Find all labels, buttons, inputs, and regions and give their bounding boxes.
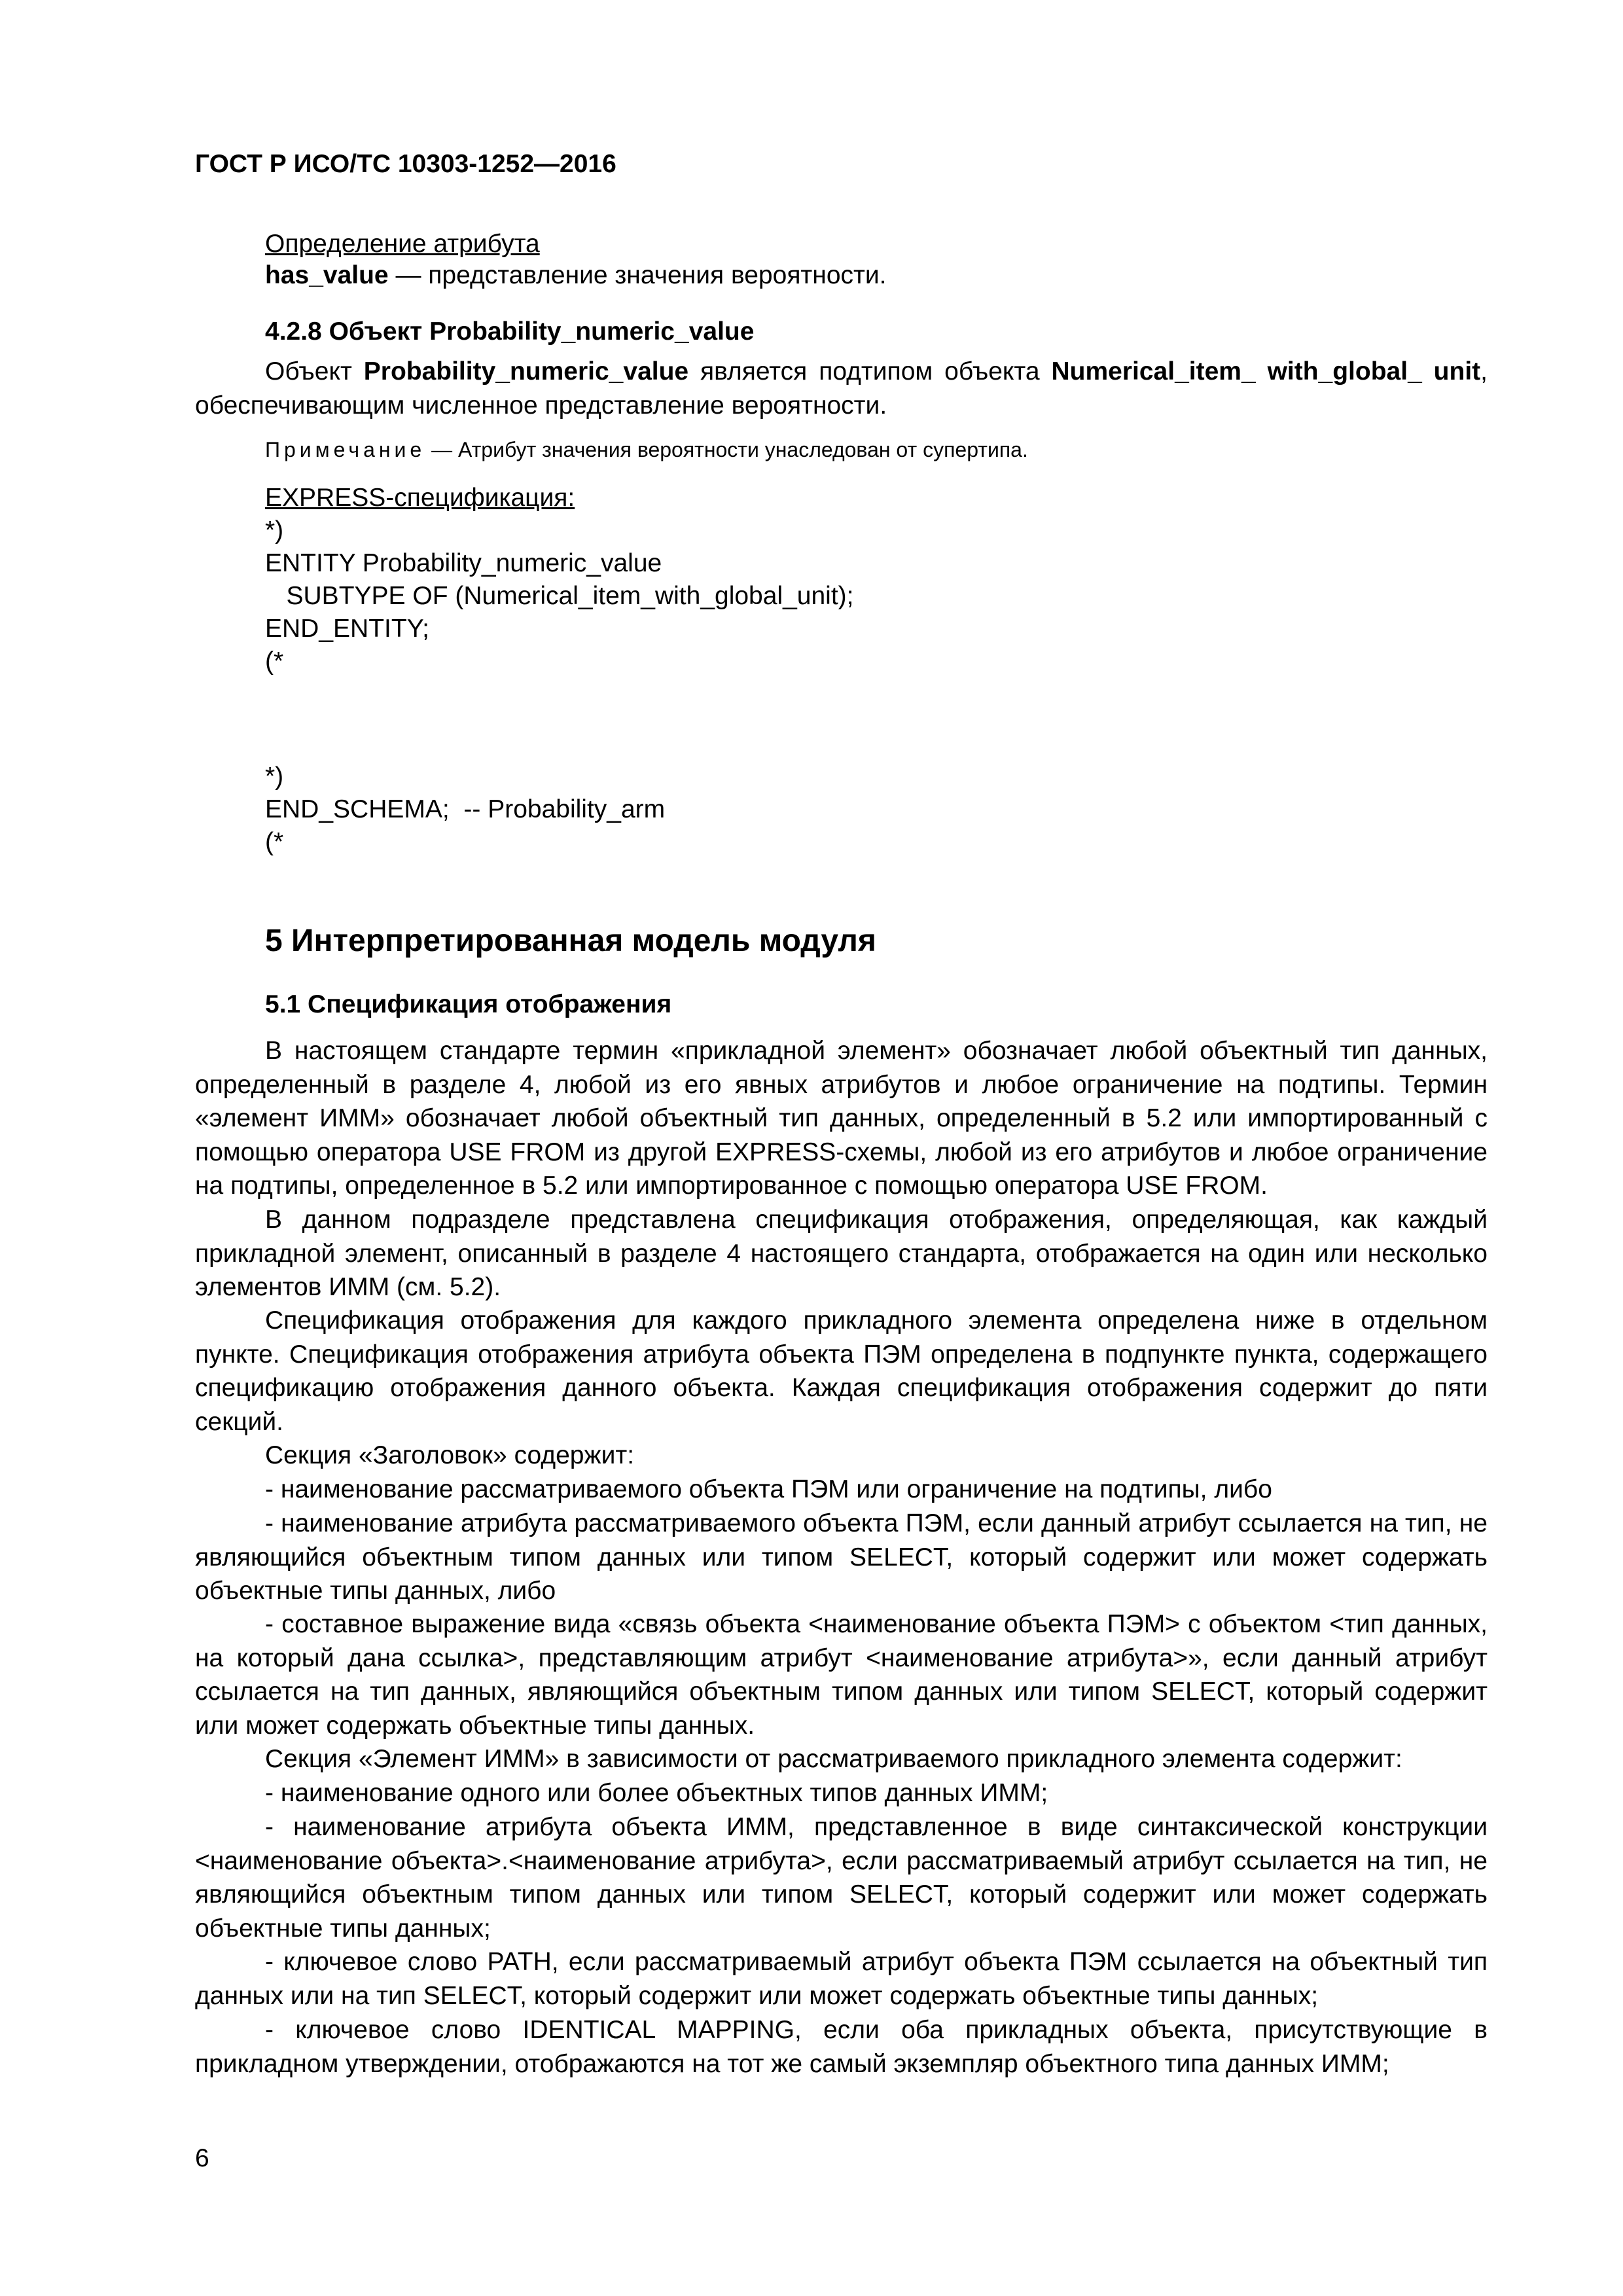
note xyxy=(265,433,1028,466)
code-line: *) xyxy=(265,516,284,545)
code-line: END_ENTITY; xyxy=(265,615,430,643)
list-item: - ключевое слово PATH, если рассматриваемый атрибут объекта ПЭМ ссылается на объектный тип данных или на тип SELECT, который содержит или может содержать объектные типы данных; xyxy=(195,1948,1488,2010)
list-item: - составное выражение вида «связь объекта <наименование объекта ПЭМ> с объектом <тип данных, на который дана ссылка>, представляющим атрибут <наименование атрибута>», если данный атрибут ссылается на тип данных, являющийся объектным типом данных или типом SELECT, который содержит или может содержать объектные типы данных. xyxy=(195,1610,1488,1740)
attribute-definition-heading: Определение атрибута xyxy=(265,230,540,258)
list-item: - наименование одного или более объектных типов данных ИММ; xyxy=(265,1779,1048,1807)
code-line: *) xyxy=(265,762,284,791)
attribute-name: has_value xyxy=(265,261,389,289)
entity-name: Probability_numeric_value xyxy=(363,357,689,386)
express-heading: EXPRESS-спецификация: xyxy=(265,484,575,512)
list-item: - ключевое слово IDENTICAL MAPPING, если оба прикладных объекта, присутствующие в прикладном утверждении, отображаются на тот же самый экземпляр объектного типа данных ИММ; xyxy=(195,2016,1488,2078)
list-item: - наименование атрибута рассматриваемого объекта ПЭМ, если данный атрибут ссылается на тип, не являющийся объектным типом данных или типом SELECT, который содержит или может содержать объектные типы данных, либо xyxy=(195,1509,1488,1605)
code-line: ENTITY Probability_numeric_value xyxy=(265,549,662,577)
section-4-2-8-title: 4.2.8 Объект Probability_numeric_value xyxy=(265,317,755,346)
supertype-name: Numerical_item_ with_global_ unit xyxy=(1051,357,1481,386)
section-4-2-8-paragraph: Объект Probability_numeric_value является подтипом объекта Numerical_item_ with_global_ unit, обеспечивающим численное представление вероятности. xyxy=(195,357,1488,420)
paragraph: Секция «Заголовок» содержит: xyxy=(265,1441,635,1469)
attribute-description: — представление значения вероятности. xyxy=(388,261,887,289)
code-line: (* xyxy=(265,828,284,856)
code-line: END_SCHEMA; -- Probability_arm xyxy=(265,795,666,823)
list-item: - наименование атрибута объекта ИММ, представленное в виде синтаксической конструкции <наименование объекта>.<наименование атрибута>, если рассматриваемый атрибут ссылается на тип, не являющийся объектным типом данных или типом SELECT, который содержит или может содержать объектные типы данных; xyxy=(195,1813,1488,1943)
paragraph: Секция «Элемент ИММ» в зависимости от рассматриваемого прикладного элемента содержит: xyxy=(265,1745,1402,1773)
section-5-title: 5 Интерпретированная модель модуля xyxy=(265,924,876,958)
code-line: (* xyxy=(265,647,284,675)
document-header: ГОСТ Р ИСО/ТС 10303-1252—2016 xyxy=(195,150,616,178)
paragraph: В данном подразделе представлена спецификация отображения, определяющая, как каждый прикладной элемент, описанный в разделе 4 настоящего стандарта, отображается на один или несколько элементов ИММ (см. 5.2). xyxy=(195,1206,1488,1301)
note-text: — Атрибут значения вероятности унаследован от супертипа. xyxy=(425,438,1028,461)
note-label: Примечание xyxy=(265,438,426,461)
paragraph: Спецификация отображения для каждого прикладного элемента определена ниже в отдельном пункте. Спецификация отображения атрибута объекта ПЭМ определена в подпункте пункта, содержащего спецификацию отображения данного объекта. Каждая спецификация отображения содержит до пяти секций. xyxy=(195,1306,1488,1436)
list-item: - наименование рассматриваемого объекта ПЭМ или ограничение на подтипы, либо xyxy=(265,1475,1272,1503)
page-number: 6 xyxy=(195,2144,209,2172)
section-5-1-title: 5.1 Спецификация отображения xyxy=(265,990,672,1018)
code-line: SUBTYPE OF (Numerical_item_with_global_unit); xyxy=(265,582,854,610)
paragraph: В настоящем стандарте термин «прикладной элемент» обозначает любой объектный тип данных, определенный в разделе 4, любой из его явных атрибутов и любое ограничение на подтипы. Термин «элемент ИММ» обозначает любой объектный тип данных, определенный в 5.2 или импортированный с помощью оператора USE FROM из другой EXPRESS-схемы, любой из его атрибутов и любое ограничение на подтипы, определенное в 5.2 или импортированное с помощью оператора USE FROM. xyxy=(195,1037,1488,1200)
attribute-definition xyxy=(265,259,887,292)
